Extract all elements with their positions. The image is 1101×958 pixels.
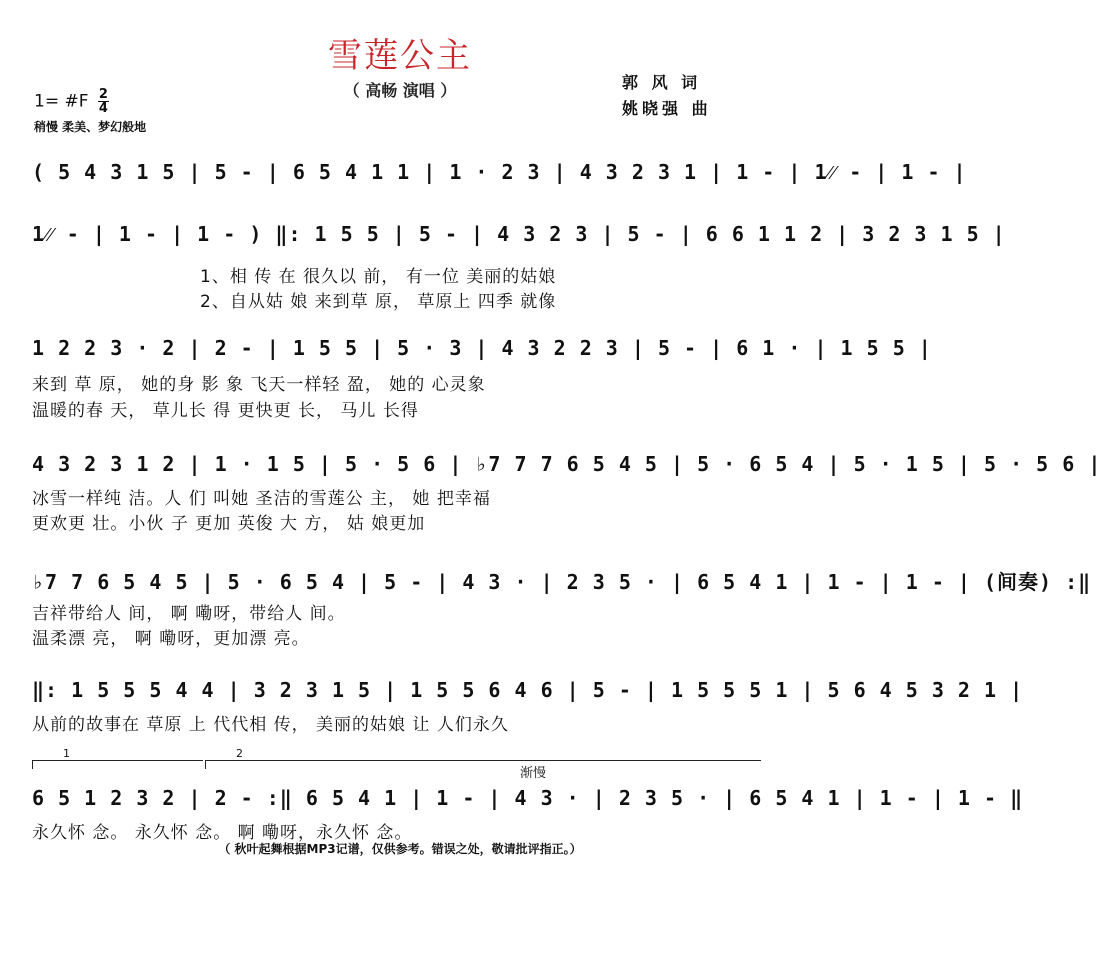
volta-1-label: 1 — [63, 747, 70, 760]
notation-line: ♭7 7 6 5 4 5 | 5 · 6 5 4 | 5 - | 4 3 · | 2 3 5 · | 6 5 4 1 | 1 - | 1 - | (间奏) :‖ — [32, 570, 1092, 594]
key-signature — [34, 88, 109, 115]
singer-credit: （ 高畅 演唱 ） — [343, 81, 457, 100]
lyric-line: 2、自从姑 娘 来到草 原， 草原上 四季 就像 — [200, 292, 557, 312]
time-sig-denominator: 4 — [98, 101, 108, 116]
lyric-line: 温柔漂 亮， 啊 嘞呀，更加漂 亮。 — [32, 629, 310, 649]
first-ending-bracket — [32, 747, 203, 769]
notation-line: 4 3 2 3 1 2 | 1 · 1 5 | 5 · 5 6 | ♭7 7 7 6 5 4 5 | 5 · 6 5 4 | 5 · 1 5 | 5 · 5 6 | — [32, 452, 1101, 476]
notation-line: ‖: 1 5 5 5 4 4 | 3 2 3 1 5 | 1 5 5 6 4 6 | 5 - | 1 5 5 5 1 | 5 6 4 5 3 2 1 | — [32, 678, 1024, 702]
lyric-line: 冰雪一样纯 洁。人 们 叫她 圣洁的雪莲公 主， 她 把幸福 — [32, 489, 491, 509]
lyric-line: 1、相 传 在 很久以 前， 有一位 美丽的姑娘 — [200, 267, 557, 287]
lyric-line: 从前的故事在 草原 上 代代相 传， 美丽的姑娘 让 人们永久 — [32, 715, 509, 735]
notation-line: 6 5 1 2 3 2 | 2 - :‖ 6 5 4 1 | 1 - | 4 3 · | 2 3 5 · | 6 5 4 1 | 1 - | 1 - ‖ — [32, 786, 1024, 810]
transcriber-note: （ 秋叶起舞根据MP3记谱，仅供参考。错误之处，敬请批评指正。） — [218, 842, 582, 856]
notation-line: ( 5 4 3 1 5 | 5 - | 6 5 4 1 1 | 1 · 2 3 | 4 3 2 3 1 | 1 - | 1⁄⁄ - | 1 - | — [32, 160, 967, 184]
key-label: 1= #F — [34, 91, 89, 112]
lyricist-credit: 郭 风 词 — [622, 73, 702, 92]
lyric-line: 更欢更 壮。小伙 子 更加 英俊 大 方， 姑 娘更加 — [32, 514, 426, 534]
second-ending-bracket — [205, 747, 761, 769]
ritardando-mark: 渐慢 — [520, 766, 547, 781]
tempo-marking: 稍慢 柔美、梦幻般地 — [34, 120, 147, 134]
notation-line: 1 2 2 3 · 2 | 2 - | 1 5 5 | 5 · 3 | 4 3 2 2 3 | 5 - | 6 1 · | 1 5 5 | — [32, 336, 932, 360]
time-sig-numerator: 2 — [98, 87, 108, 102]
notation-line: 1⁄⁄ - | 1 - | 1 - ) ‖: 1 5 5 | 5 - | 4 3 2 3 | 5 - | 6 6 1 1 2 | 3 2 3 1 5 | — [32, 222, 1006, 246]
song-title: 雪莲公主 — [328, 36, 472, 76]
lyric-line: 永久怀 念。 永久怀 念。 啊 嘞呀，永久怀 念。 — [32, 823, 413, 843]
composer-credit: 姚晓强 曲 — [622, 99, 712, 118]
lyric-line: 来到 草 原， 她的身 影 象 飞天一样轻 盈， 她的 心灵象 — [32, 375, 486, 395]
volta-2-label: 2 — [236, 747, 243, 760]
time-signature — [98, 88, 109, 115]
lyric-line: 温暖的春 天， 草儿长 得 更快更 长， 马儿 长得 — [32, 401, 419, 421]
lyric-line: 吉祥带给人 间， 啊 嘞呀，带给人 间。 — [32, 604, 346, 624]
